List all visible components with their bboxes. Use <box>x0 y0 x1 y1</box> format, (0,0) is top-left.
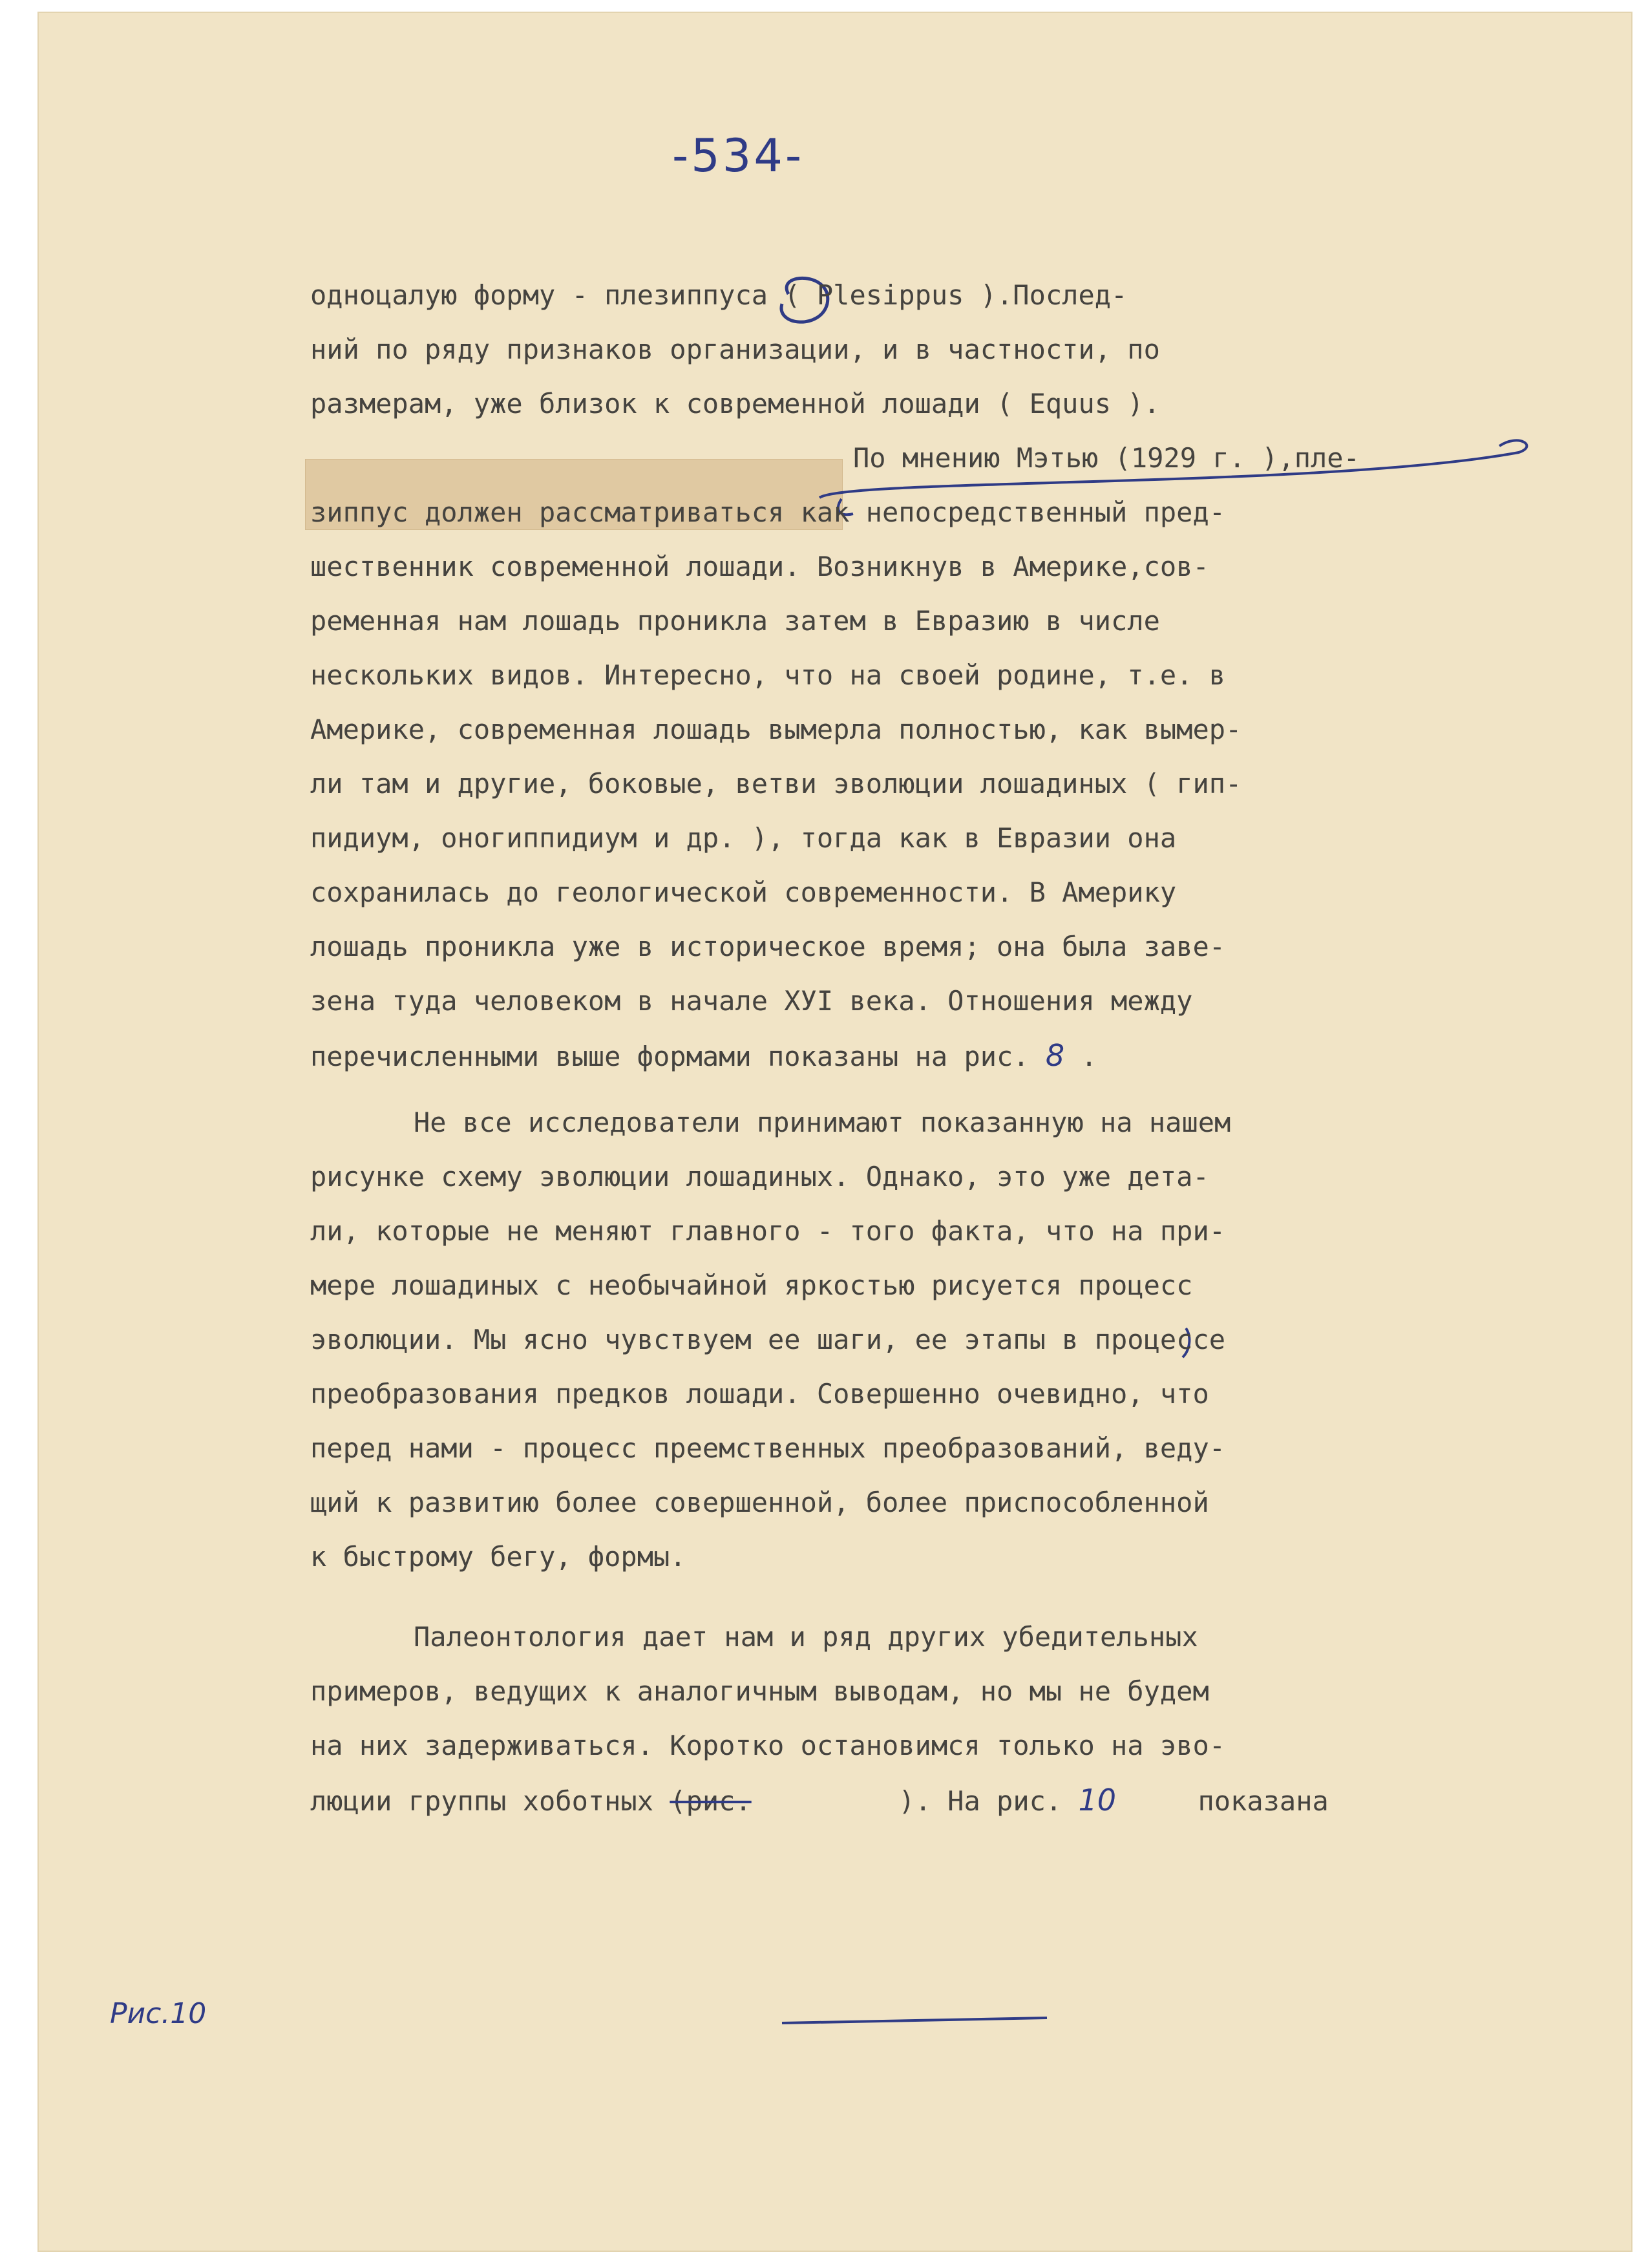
text-line: к быстрому бегу, формы. <box>310 1541 686 1573</box>
text-line: ли, которые не меняют главного - того факта, что на при- <box>310 1215 1226 1247</box>
text-line: Не все исследователи принимают показанную на нашем <box>414 1107 1231 1138</box>
text-line: пидиум, оногиппидиум и др. ), тогда как в Евразии она <box>310 822 1177 854</box>
text-line <box>310 1028 1551 1083</box>
text-line: По мнению Мэтью (1929 г. ),пле- <box>853 442 1360 474</box>
handwritten-figure-number: 8 <box>1045 1038 1065 1073</box>
text-line: ли там и другие, боковые, ветви эволюции лошадиных ( гип- <box>310 768 1242 800</box>
text-line: ний по ряду признаков организации, и в частности, по <box>310 334 1160 365</box>
handwritten-figure-number: 10 <box>1078 1783 1117 1818</box>
text-line: зиппус должен рассматриваться как непосредственный пред- <box>310 496 1226 528</box>
text-line: ременная нам лошадь проникла затем в Евразию в числе <box>310 605 1160 637</box>
text-line: Америке, современная лошадь вымерла полностью, как вымер- <box>310 714 1242 745</box>
text-line: нескольких видов. Интересно, что на своей родине, т.е. в <box>310 659 1226 691</box>
text-line: сохранилась до геологической современности. В Америку <box>310 876 1177 908</box>
text-fragment: люции группы хоботных <box>310 1785 670 1817</box>
text-line: перед нами - процесс преемственных преобразований, веду- <box>310 1432 1226 1464</box>
text-line: лошадь проникла уже в историческое время; она была заве- <box>310 931 1226 962</box>
text-line: щий к развитию более совершенной, более приспособленной <box>310 1487 1209 1518</box>
text-line: шественник современной лошади. Возникнув в Америке,сов- <box>310 551 1209 582</box>
text-fragment: ). На рис. <box>768 1785 1062 1817</box>
typewritten-body <box>310 268 1551 1827</box>
text-line: зена туда человеком в начале ХУI века. Отношения между <box>310 985 1193 1017</box>
text-line <box>310 1773 1551 1827</box>
text-line: примеров, ведущих к аналогичным выводам, но мы не будем <box>310 1675 1209 1707</box>
text-fragment: . <box>1081 1041 1097 1072</box>
page-number: -534- <box>672 129 805 182</box>
margin-note: Рис.10 <box>110 1997 207 2030</box>
text-line: эволюции. Мы ясно чувствуем ее шаги, ее этапы в процессе <box>310 1324 1226 1355</box>
text-line: одноцалую форму - плезиппуса ( Plesippus ).Послед- <box>310 279 1128 311</box>
strike-line <box>782 2018 1047 2023</box>
text-fragment: показана <box>1132 1785 1329 1817</box>
struck-text: (рис. <box>670 1785 752 1817</box>
text-line: Палеонтология дает нам и ряд других убедительных <box>414 1621 1198 1653</box>
text-line: размерам, уже близок к современной лошади ( Equus ). <box>310 388 1160 419</box>
text-line: мере лошадиных с необычайной яркостью рисуется процесс <box>310 1269 1193 1301</box>
text-fragment: перечисленными выше формами показаны на рис. <box>310 1041 1030 1072</box>
text-line: на них задерживаться. Коротко остановимся только на эво- <box>310 1730 1226 1761</box>
text-line: преобразования предков лошади. Совершенно очевидно, что <box>310 1378 1209 1410</box>
text-line: рисунке схему эволюции лошадиных. Однако, это уже дета- <box>310 1161 1209 1192</box>
